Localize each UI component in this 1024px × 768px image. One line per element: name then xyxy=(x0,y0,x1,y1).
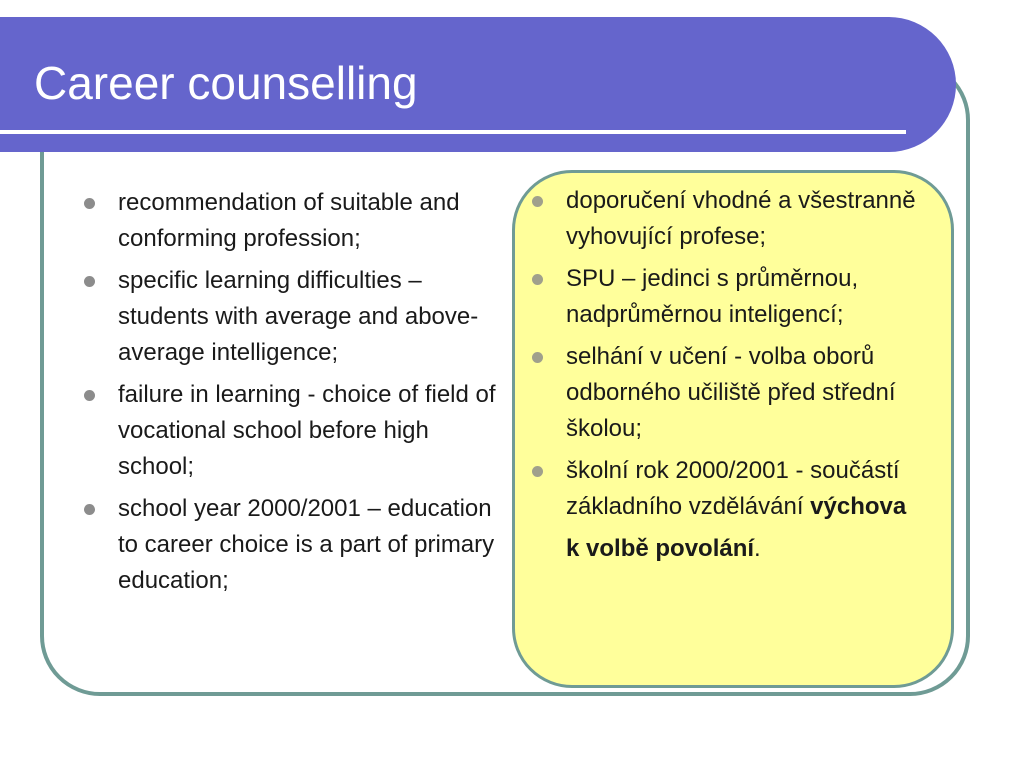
list-item-text: doporučení vhodné a všestranně vyhovující profese; xyxy=(566,187,916,250)
list-item-text: failure in learning - choice of field of vocational school before high school; xyxy=(118,381,496,480)
list-item xyxy=(82,377,502,485)
bullet-icon xyxy=(532,274,543,285)
list-item-text: školní rok 2000/2001 - součástí základního vzdělávání xyxy=(566,457,900,520)
slide-title: Career counselling xyxy=(34,57,418,109)
list-item-text: selhání v učení - volba oborů odborného učiliště před střední školou; xyxy=(566,343,896,442)
list-item xyxy=(530,183,950,255)
right-bullet-list xyxy=(530,183,950,573)
list-item-text: specific learning difficulties – students with average and above-average intelligence; xyxy=(118,267,479,366)
bullet-icon xyxy=(532,196,543,207)
bullet-icon xyxy=(84,198,95,209)
bullet-icon xyxy=(532,352,543,363)
bullet-icon xyxy=(84,504,95,515)
list-item xyxy=(82,185,502,257)
left-bullet-list xyxy=(82,185,502,605)
list-item-text: recommendation of suitable and conforming profession; xyxy=(118,189,460,252)
emphasis-text: výchova xyxy=(810,493,907,520)
bullet-icon xyxy=(532,466,543,477)
list-item-text: . xyxy=(754,535,761,562)
list-item xyxy=(82,263,502,371)
bullet-icon xyxy=(84,276,95,287)
list-item-last-line xyxy=(566,531,950,567)
emphasis-text: k volbě povolání xyxy=(566,535,755,562)
title-underline xyxy=(0,130,906,134)
list-item-text: SPU – jedinci s průměrnou, nadprůměrnou inteligencí; xyxy=(566,265,859,328)
list-item xyxy=(530,453,950,567)
list-item xyxy=(530,339,950,447)
list-item xyxy=(82,491,502,599)
bullet-icon xyxy=(84,390,95,401)
list-item-text: school year 2000/2001 – education to career choice is a part of primary education; xyxy=(118,495,495,594)
list-item xyxy=(530,261,950,333)
